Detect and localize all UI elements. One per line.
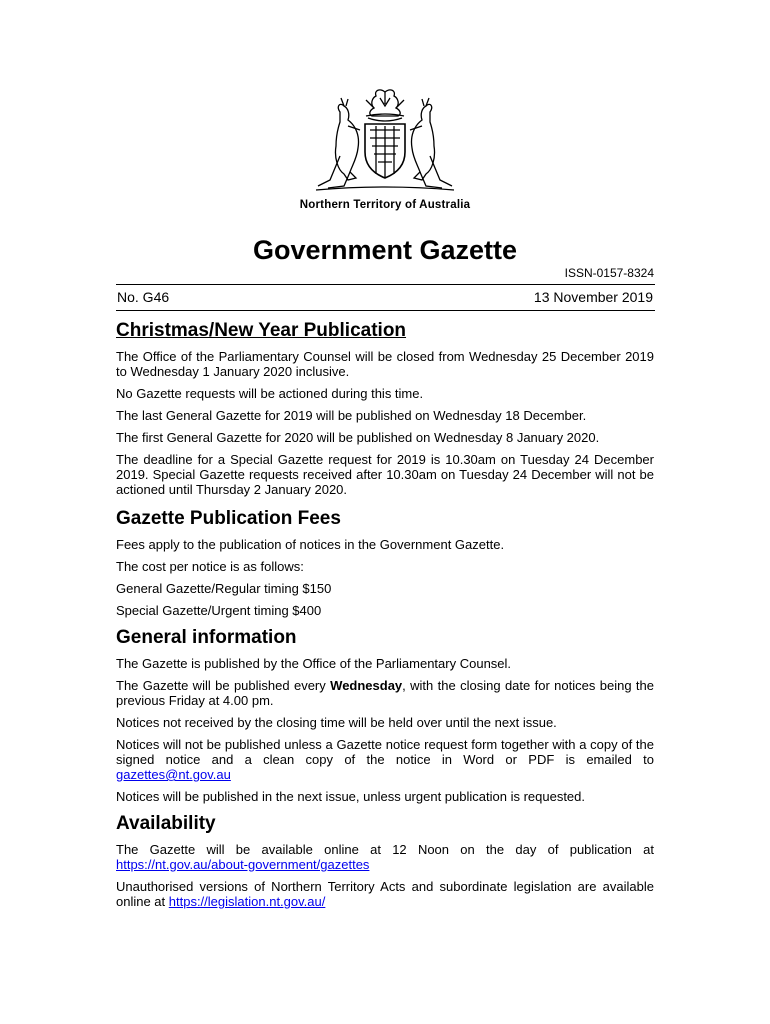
section-heading: General information	[116, 627, 297, 648]
section-heading: Gazette Publication Fees	[116, 508, 341, 529]
legislation-url-link[interactable]: https://legislation.nt.gov.au/	[168, 894, 326, 909]
gazette-body	[116, 319, 654, 916]
territory-name: Northern Territory of Australia	[299, 199, 471, 211]
paragraph	[116, 842, 654, 872]
paragraph: Notices will be published in the next issue, unless urgent publication is requested.	[116, 789, 585, 804]
paragraph: The deadline for a Special Gazette request for 2019 is 10.30am on Tuesday 24 December 2019. Special Gazette requests received after 10.30am on Tuesday 24 December will not be actioned until Thursday 2 January 2020.	[116, 452, 654, 497]
section-publication-fees	[116, 507, 654, 618]
paragraph: The Office of the Parliamentary Counsel will be closed from Wednesday 25 December 2019 to Wednesday 1 January 2020 inclusive.	[116, 349, 654, 379]
section-christmas-publication	[116, 319, 654, 497]
email-link[interactable]: gazettes@nt.gov.au	[116, 767, 231, 782]
text: The Gazette will be published every	[116, 678, 331, 693]
section-heading: Availability	[116, 813, 216, 834]
paragraph	[116, 879, 654, 909]
header-rule-top	[116, 284, 655, 285]
text: Notices will not be published unless a Gazette notice request form together with a copy of the signed notice and a clean copy of the notice in Word or PDF is emailed to	[116, 737, 654, 767]
section-general-information	[116, 626, 654, 804]
text: Unauthorised versions of Northern Territory Acts and subordinate legislation are available online at	[116, 879, 654, 909]
paragraph	[116, 737, 654, 782]
header-rule-bottom	[116, 310, 655, 311]
issn-number: ISSN-0157-8324	[564, 266, 654, 280]
bold-day: Wednesday	[330, 678, 403, 693]
issue-number: No. G46	[117, 289, 170, 305]
paragraph: Fees apply to the publication of notices in the Government Gazette.	[116, 537, 505, 552]
coat-of-arms-emblem	[310, 86, 460, 196]
section-availability	[116, 812, 654, 909]
paragraph: The last General Gazette for 2019 will be published on Wednesday 18 December.	[116, 408, 587, 423]
text: , with the closing date for notices being the previous Friday at 4.00 pm.	[116, 678, 654, 708]
issue-date: 13 November 2019	[533, 289, 653, 305]
paragraph: No Gazette requests will be actioned during this time.	[116, 386, 424, 401]
fee-line: General Gazette/Regular timing $150	[116, 581, 332, 596]
paragraph: The cost per notice is as follows:	[116, 559, 304, 574]
gazette-title: Government Gazette	[252, 235, 518, 265]
section-heading: Christmas/New Year Publication	[116, 320, 407, 341]
paragraph: Notices not received by the closing time will be held over until the next issue.	[116, 715, 557, 730]
paragraph: The first General Gazette for 2020 will be published on Wednesday 8 January 2020.	[116, 430, 600, 445]
gazettes-url-link[interactable]: https://nt.gov.au/about-government/gazettes	[116, 857, 370, 872]
paragraph: The Gazette is published by the Office of the Parliamentary Counsel.	[116, 656, 512, 671]
paragraph	[116, 678, 654, 708]
text: The Gazette will be available online at 12 Noon on the day of publication at	[116, 842, 654, 857]
fee-line: Special Gazette/Urgent timing $400	[116, 603, 322, 618]
